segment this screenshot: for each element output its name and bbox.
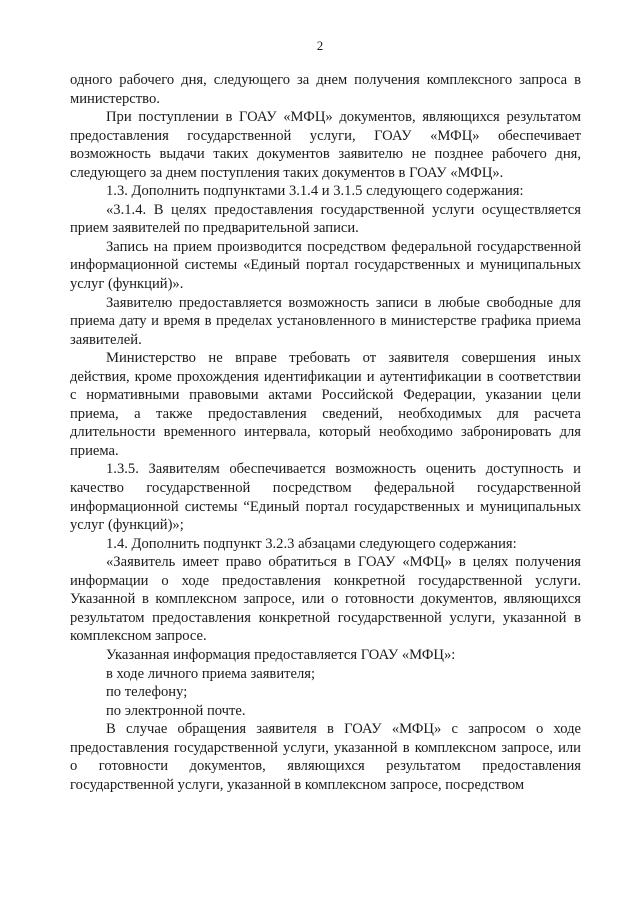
paragraph-3-1-5: 1.3.5. Заявителям обеспечивается возможность оценить доступность и качество государственной посредством федеральной государственной информационной системы “Единый портал государственных и муниципальных услуг (функций)»; [70, 461, 581, 534]
paragraph-appointment-time: Заявителю предоставляется возможность записи в любые свободные для приема дату и время в пределах установленного в министерстве графика приема заявителей. [70, 294, 581, 348]
list-item-phone: по телефону; [106, 684, 188, 701]
paragraph-appointment-portal: Запись на прием производится посредством федеральной государственной информационной системы «Единый портал государственных и муниципальных услуг (функций)». [70, 238, 581, 293]
paragraph-continuation: одного рабочего дня, следующего за днем получения комплексного запроса в министерство. [70, 72, 581, 107]
paragraph-amendment-1-4: 1.4. Дополнить подпункт 3.2.3 абзацами следующего содержания: [106, 535, 517, 552]
paragraph-request-case: В случае обращения заявителя в ГОАУ «МФЦ» с запросом о ходе предоставления государственной услуги, указанной в комплексном запросе, или о готовности документов, являющихся результатом предоставления государственной услуги, указанной в комплексном запросе, посредством [70, 721, 581, 793]
paragraph-ministry-restrictions: Министерство не вправе требовать от заявителя совершения иных действия, кроме прохождения идентификации и аутентификации в соответствии с нормативными правовыми актами Российской Федерации, указании цели приема, а также предоставления сведений, необходимых для расчета длительности временного интервала, который необходимо забронировать для приема. [70, 350, 581, 459]
paragraph-mfc-documents: При поступлении в ГОАУ «МФЦ» документов, являющихся результатом предоставления государственной услуги, ГОАУ «МФЦ» обеспечивает возможность выдачи таких документов заявителю не позднее рабочего дня, следующего за днем поступления таких документов в ГОАУ «МФЦ». [70, 109, 581, 181]
paragraph-applicant-rights: «Заявитель имеет право обратиться в ГОАУ «МФЦ» в целях получения информации о ходе предоставления конкретной государственной услуги. Указанной в комплексном запросе, или о готовности документов, являющихся результатом предоставления конкретной государственной услуги, указанной в комплексном запросе. [70, 554, 581, 645]
list-item-personal: в ходе личного приема заявителя; [106, 665, 316, 682]
paragraph-info-provided: Указанная информация предоставляется ГОАУ «МФЦ»: [106, 646, 456, 663]
document-body [70, 71, 581, 794]
paragraph-3-1-4: «3.1.4. В целях предоставления государственной услуги осуществляется прием заявителей по предварительной записи. [70, 201, 581, 237]
paragraph-amendment-1-3: 1.3. Дополнить подпунктами 3.1.4 и 3.1.5 следующего содержания: [106, 183, 524, 200]
list-item-email: по электронной почте. [106, 702, 246, 719]
page-number: 2 [316, 38, 324, 53]
